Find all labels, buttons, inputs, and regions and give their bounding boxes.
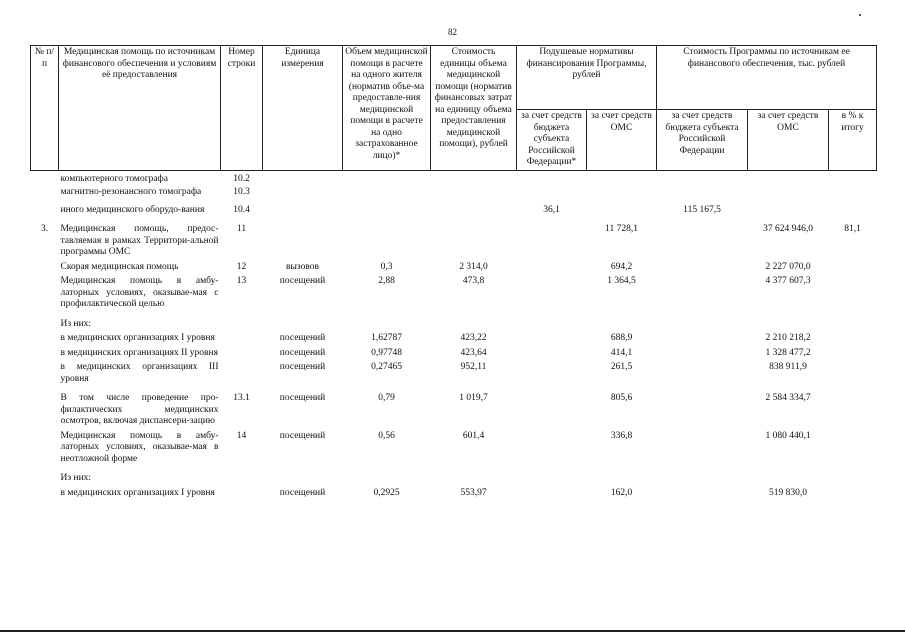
header-volume: Объем медицинской помощи в расчете на одного жителя (норматив объе-ма предоставле-ния медицинской помощи в расчете на одно застрахованное лицо)* (343, 46, 431, 171)
row-number-cell (31, 485, 59, 500)
percent-of-total-cell (829, 259, 877, 274)
table-row (31, 216, 877, 259)
line-number-cell (221, 465, 263, 485)
table-row (31, 199, 877, 217)
row-number-cell (31, 330, 59, 345)
cost-oms-cell: 1 328 477,2 (765, 347, 811, 358)
table-row (31, 259, 877, 274)
header-unit: Единица измерения (263, 46, 343, 171)
volume-cell (343, 311, 431, 331)
per-capita-budget-cell (517, 259, 587, 274)
per-capita-budget-cell (517, 428, 587, 466)
per-capita-oms-cell (587, 199, 657, 217)
row-name-cell: Из них: (60, 473, 92, 483)
row-name-cell: в медицинских организациях I уровня (60, 333, 215, 343)
unit-cell: посещений (279, 347, 326, 358)
percent-of-total-cell (829, 330, 877, 345)
unit-cost-cell (431, 216, 517, 259)
volume-cell (343, 465, 431, 485)
line-number-cell (221, 485, 263, 500)
unit-cell: посещений (279, 362, 326, 372)
per-capita-oms-cell (587, 311, 657, 331)
unit-cell: посещений (279, 333, 326, 343)
cost-oms-cell: 2 210 218,2 (765, 333, 811, 343)
cost-oms-cell: 2 584 334,7 (765, 393, 811, 403)
unit-cell (263, 185, 343, 199)
cost-oms-cell: 37 624 946,0 (763, 224, 813, 234)
cost-oms-cell: 519 830,0 (769, 487, 807, 498)
percent-of-total-cell (829, 345, 877, 360)
percent-of-total-cell (829, 199, 877, 217)
table-row (31, 428, 877, 466)
per-capita-oms-cell: 261,5 (610, 362, 633, 372)
cost-budget-cell (657, 385, 748, 428)
volume-cell (343, 199, 431, 217)
header-pc-oms: за счет средств ОМС (587, 110, 657, 171)
per-capita-oms-cell: 694,2 (610, 261, 633, 272)
cost-budget-cell: 115 167,5 (683, 204, 721, 215)
table-row (31, 485, 877, 500)
unit-cost-cell: 1 019,7 (459, 393, 488, 403)
table-row (31, 385, 877, 428)
unit-cost-cell: 423,64 (460, 347, 487, 358)
unit-cost-cell (431, 199, 517, 217)
table-row (31, 185, 877, 199)
row-number-cell (31, 428, 59, 466)
cost-budget-cell (657, 185, 748, 199)
line-number-cell: 11 (236, 224, 247, 234)
per-capita-oms-cell: 688,9 (610, 333, 633, 343)
unit-cost-cell: 601,4 (462, 430, 485, 441)
per-capita-oms-cell (587, 185, 657, 199)
unit-cost-cell (431, 170, 517, 185)
row-number-cell (31, 199, 59, 217)
unit-cost-cell: 2 314,0 (459, 261, 488, 272)
header-line: Номер строки (221, 46, 263, 171)
per-capita-oms-cell: 336,8 (610, 430, 633, 441)
per-capita-budget-cell (517, 273, 587, 311)
unit-cell: посещений (279, 393, 326, 403)
volume-cell: 0,3 (380, 261, 393, 272)
row-number-cell (31, 170, 59, 185)
row-name-cell: Из них: (60, 318, 92, 329)
volume-cell: 0,27465 (371, 362, 402, 372)
line-number-cell: 12 (236, 261, 247, 272)
unit-cell: посещений (279, 276, 326, 286)
row-number-cell (31, 273, 59, 311)
header-cost-oms: за счет средств ОМС (748, 110, 829, 171)
table-row (31, 311, 877, 331)
header-pc-budget: за счет средств бюджета субъекта Российской Федерации* (517, 110, 587, 171)
volume-cell: 0,56 (378, 430, 395, 441)
percent-of-total-cell (829, 385, 877, 428)
cost-oms-cell (748, 465, 829, 485)
per-capita-oms-cell: 162,0 (610, 487, 633, 498)
cost-budget-cell (657, 465, 748, 485)
line-number-cell: 14 (236, 430, 247, 441)
line-number-cell: 13.1 (233, 393, 250, 403)
unit-cost-cell (431, 185, 517, 199)
per-capita-budget-cell (517, 185, 587, 199)
unit-cell (263, 199, 343, 217)
line-number-cell: 10.2 (233, 173, 250, 184)
unit-cell (263, 465, 343, 485)
table-header (31, 46, 877, 171)
cost-budget-cell (657, 170, 748, 185)
header-cost-budget: за счет средств бюджета субъекта Российской Федерации (657, 110, 748, 171)
percent-of-total-cell (829, 170, 877, 185)
per-capita-budget-cell (517, 311, 587, 331)
cost-oms-cell: 838 911,9 (769, 362, 807, 372)
per-capita-oms-cell: 414,1 (610, 347, 633, 358)
line-number-cell (221, 345, 263, 360)
per-capita-budget-cell (517, 385, 587, 428)
cost-oms-cell (748, 311, 829, 331)
page-number: 82 (448, 27, 457, 37)
per-capita-budget-cell (517, 345, 587, 360)
header-program-cost: Стоимость Программы по источникам ее финансового обеспечения, тыс. рублей (657, 46, 877, 110)
line-number-cell (221, 359, 263, 385)
cost-budget-cell (657, 259, 748, 274)
table-row (31, 465, 877, 485)
line-number-cell (221, 330, 263, 345)
table-row (31, 345, 877, 360)
cost-oms-cell: 2 227 070,0 (765, 261, 811, 272)
unit-cell (263, 216, 343, 259)
line-number-cell (221, 311, 263, 331)
volume-cell (343, 185, 431, 199)
volume-cell: 0,97748 (371, 347, 402, 358)
row-number-cell (31, 465, 59, 485)
per-capita-budget-cell (517, 465, 587, 485)
row-name-cell: В том числе проведение про-филактических медицинских осмотров, включая диспансери-зацию (60, 393, 219, 426)
table-body (31, 170, 877, 499)
table-row (31, 330, 877, 345)
financing-table (30, 45, 877, 499)
cost-budget-cell (657, 359, 748, 385)
row-number-cell (31, 311, 59, 331)
unit-cell (263, 170, 343, 185)
scan-speck (859, 14, 861, 16)
per-capita-oms-cell: 11 728,1 (605, 224, 638, 234)
row-name-cell: иного медицинского оборудо-вания (60, 204, 205, 215)
unit-cell: посещений (279, 430, 326, 441)
row-number-cell (31, 385, 59, 428)
unit-cost-cell: 553,97 (460, 487, 487, 498)
per-capita-oms-cell (587, 465, 657, 485)
row-number-cell (31, 345, 59, 360)
unit-cell: вызовов (286, 261, 319, 272)
cost-oms-cell: 4 377 607,3 (765, 276, 811, 286)
row-name-cell: в медицинских организациях II уровня (60, 347, 218, 358)
cost-oms-cell (748, 170, 829, 185)
header-per-capita: Подушевые нормативы финансирования Программы, рублей (517, 46, 657, 110)
volume-cell: 0,2925 (373, 487, 400, 498)
per-capita-budget-cell (517, 170, 587, 185)
row-number-cell (31, 359, 59, 385)
percent-of-total-cell: 81,1 (844, 224, 861, 234)
percent-of-total-cell (829, 311, 877, 331)
header-name: Медицинская помощь по источникам финансового обеспечения и условиям её предоставления (59, 46, 221, 171)
header-no: № п/п (31, 46, 59, 171)
cost-oms-cell: 1 080 440,1 (765, 430, 811, 441)
cost-oms-cell (748, 185, 829, 199)
per-capita-oms-cell (587, 170, 657, 185)
unit-cell: посещений (279, 487, 326, 498)
row-name-cell: Медицинская помощь в амбу-латорных условиях, оказывае-мая в неотложной форме (60, 430, 219, 464)
volume-cell: 1,62787 (371, 333, 402, 343)
line-number-cell: 10.4 (233, 204, 250, 215)
row-name-cell: в медицинских организациях I уровня (60, 487, 215, 498)
line-number-cell: 13 (236, 276, 247, 286)
cost-budget-cell (657, 273, 748, 311)
row-name-cell: Медицинская помощь, предос-тавляемая в рамках Территори-альной программы ОМС (60, 224, 219, 257)
percent-of-total-cell (829, 465, 877, 485)
cost-budget-cell (657, 345, 748, 360)
row-number-cell: 3. (40, 224, 49, 234)
per-capita-budget-cell (517, 485, 587, 500)
cost-budget-cell (657, 330, 748, 345)
header-cost: Стоимость единицы объема медицинской помощи (норматив финансовых затрат на единицу объема предоставления медицинской помощи), рублей (431, 46, 517, 171)
unit-cost-cell (431, 311, 517, 331)
cost-budget-cell (657, 216, 748, 259)
table-row (31, 359, 877, 385)
per-capita-budget-cell (517, 359, 587, 385)
unit-cost-cell (431, 465, 517, 485)
percent-of-total-cell (829, 273, 877, 311)
cost-budget-cell (657, 311, 748, 331)
volume-cell: 2,88 (378, 276, 395, 286)
per-capita-budget-cell: 36,1 (543, 204, 560, 215)
row-number-cell (31, 259, 59, 274)
percent-of-total-cell (829, 485, 877, 500)
unit-cell (263, 311, 343, 331)
header-percent: в % к итогу (829, 110, 877, 171)
per-capita-oms-cell: 1 364,5 (607, 276, 636, 286)
cost-oms-cell (748, 199, 829, 217)
line-number-cell: 10.3 (233, 187, 250, 197)
unit-cost-cell: 423,22 (460, 333, 487, 343)
per-capita-oms-cell: 805,6 (610, 393, 633, 403)
unit-cost-cell: 952,11 (460, 362, 487, 372)
per-capita-budget-cell (517, 216, 587, 259)
percent-of-total-cell (829, 359, 877, 385)
table-row (31, 273, 877, 311)
percent-of-total-cell (829, 185, 877, 199)
row-name-cell: Скорая медицинская помощь (60, 261, 179, 272)
row-name-cell: компьютерного томографа (60, 173, 168, 184)
row-number-cell (31, 185, 59, 199)
per-capita-budget-cell (517, 330, 587, 345)
volume-cell (343, 216, 431, 259)
percent-of-total-cell (829, 428, 877, 466)
row-name-cell: Медицинская помощь в амбу-латорных условиях, оказывае-мая с профилактической целью (60, 276, 219, 309)
volume-cell (343, 170, 431, 185)
volume-cell: 0,79 (378, 393, 395, 403)
cost-budget-cell (657, 485, 748, 500)
cost-budget-cell (657, 428, 748, 466)
row-name-cell: в медицинских организациях III уровня (60, 362, 219, 384)
bottom-rule (0, 630, 905, 632)
unit-cost-cell: 473,8 (462, 276, 485, 286)
table-row (31, 170, 877, 185)
row-name-cell: магнитно-резонансного томографа (60, 187, 202, 197)
